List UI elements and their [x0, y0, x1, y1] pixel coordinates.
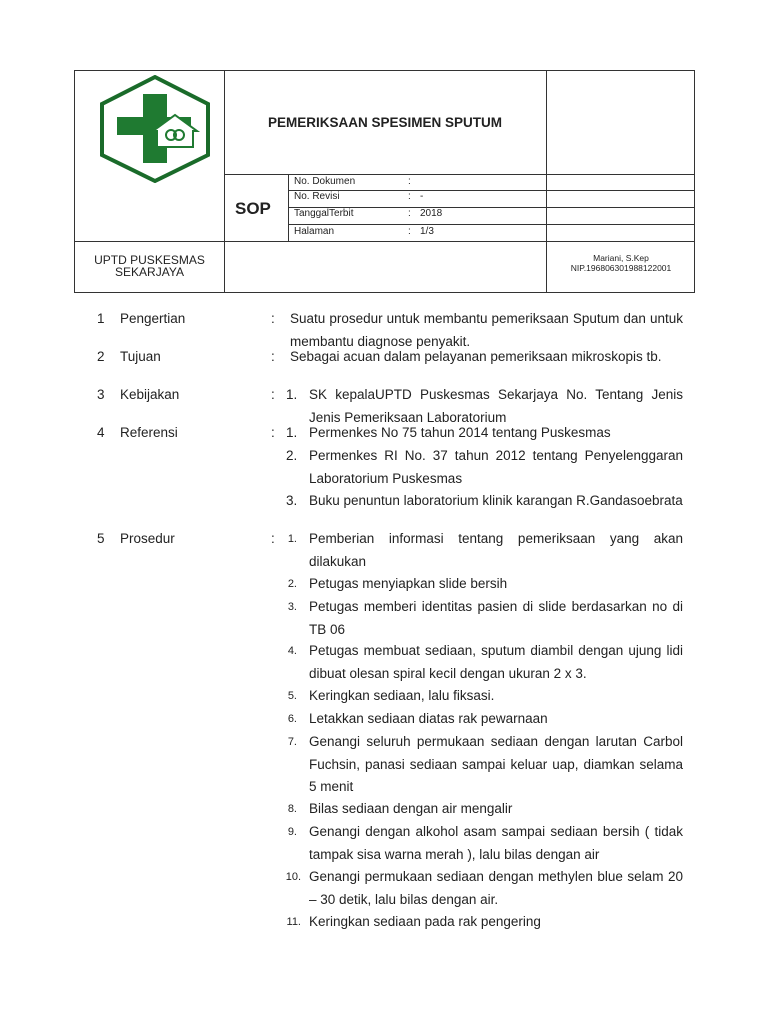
- item-number: 1.: [286, 425, 298, 440]
- meta-colon: :: [408, 176, 411, 187]
- step-number: 6.: [287, 713, 297, 725]
- procedure-step: Petugas menyiapkan slide bersih: [309, 576, 508, 591]
- meta-label: No. Revisi: [294, 191, 340, 202]
- divider: [288, 190, 695, 191]
- section-colon: :: [271, 311, 275, 326]
- signature-block: [547, 253, 695, 273]
- step-number: 9.: [287, 826, 297, 838]
- section-number: 5: [97, 531, 105, 546]
- list-item: Permenkes RI No. 37 tahun 2012 tentang Penyelenggaran Laboratorium Puskesmas: [309, 448, 683, 486]
- step-number: 10.: [285, 871, 301, 883]
- section-number: 3: [97, 387, 105, 402]
- section-number: 1: [97, 311, 105, 326]
- step-number: 11.: [286, 916, 301, 928]
- procedure-step: Genangi seluruh permukaan sediaan dengan larutan Carbol Fuchsin, panasi sediaan sampai keluar uap, diamkan selama 5 menit: [309, 734, 683, 794]
- signer-name: Mariani, S.Kep: [593, 253, 649, 263]
- divider: [224, 174, 695, 175]
- item-number: 3.: [286, 493, 298, 508]
- section-number: 2: [97, 349, 105, 364]
- meta-value: 2018: [420, 208, 443, 219]
- section-label: Prosedur: [120, 531, 175, 546]
- section-label: Tujuan: [120, 349, 161, 364]
- divider: [288, 224, 695, 225]
- list-item: Buku penuntun laboratorium klinik karangan R.Gandasoebrata: [309, 493, 683, 508]
- section-colon: :: [271, 425, 275, 440]
- meta-value: -: [420, 191, 424, 202]
- section-text: Sebagai acuan dalam pelayanan pemeriksaan mikroskopis tb.: [290, 349, 662, 364]
- step-number: 4.: [287, 645, 297, 657]
- step-number: 8.: [287, 803, 297, 815]
- document-title: PEMERIKSAAN SPESIMEN SPUTUM: [267, 115, 503, 130]
- divider: [224, 71, 225, 292]
- org-line-2: SEKARJAYA: [115, 265, 184, 279]
- step-number: 2.: [287, 578, 297, 590]
- procedure-step: Keringkan sediaan, lalu fiksasi.: [309, 688, 495, 703]
- meta-value: 1/3: [420, 226, 434, 237]
- meta-colon: :: [408, 191, 411, 202]
- divider: [75, 241, 695, 242]
- list-item: Permenkes No 75 tahun 2014 tentang Puskesmas: [309, 425, 611, 440]
- section-colon: :: [271, 349, 275, 364]
- step-number: 3.: [287, 601, 297, 613]
- section-label: Pengertian: [120, 311, 186, 326]
- sop-label: SOP: [235, 199, 271, 218]
- meta-label: TanggalTerbit: [294, 208, 354, 219]
- procedure-step: Keringkan sediaan pada rak pengering: [309, 914, 541, 929]
- procedure-step: Letakkan sediaan diatas rak pewarnaan: [309, 711, 548, 726]
- item-number: 2.: [286, 448, 298, 463]
- procedure-step: Pemberian informasi tentang pemeriksaan yang akan dilakukan: [309, 531, 683, 569]
- meta-colon: :: [408, 226, 411, 237]
- step-number: 7.: [287, 736, 297, 748]
- section-colon: :: [271, 387, 275, 402]
- section-label: Kebijakan: [120, 387, 180, 402]
- meta-label: No. Dokumen: [294, 176, 356, 187]
- procedure-step: Genangi permukaan sediaan dengan methylen blue selam 20 – 30 detik, lalu bilas dengan air.: [309, 869, 683, 907]
- procedure-step: Genangi dengan alkohol asam sampai sediaan bersih ( tidak tampak sisa warna merah ), lalu bilas dengan air: [309, 824, 683, 862]
- procedure-step: Petugas membuat sediaan, sputum diambil dengan ujung lidi dibuat olesan spiral kecil dengan ukuran 2 x 3.: [309, 643, 683, 681]
- section-label: Referensi: [120, 425, 178, 440]
- step-number: 1.: [287, 533, 297, 545]
- section-number: 4: [97, 425, 105, 440]
- header-table: [74, 70, 695, 293]
- item-number: 1.: [286, 387, 298, 402]
- section-colon: :: [271, 531, 275, 546]
- procedure-step: Petugas memberi identitas pasien di slide berdasarkan no di TB 06: [309, 599, 683, 637]
- meta-colon: :: [408, 208, 411, 219]
- meta-label: Halaman: [294, 226, 335, 237]
- organization-name: [75, 254, 224, 278]
- org-line-1: UPTD PUSKESMAS: [94, 253, 205, 267]
- procedure-step: Bilas sediaan dengan air mengalir: [309, 801, 513, 816]
- signer-nip: NIP.196806301988122001: [570, 263, 672, 273]
- section-text: Suatu prosedur untuk membantu pemeriksaan Sputum dan untuk membantu diagnose penyakit.: [290, 311, 683, 349]
- section-text: SK kepalaUPTD Puskesmas Sekarjaya No. Tentang Jenis Jenis Pemeriksaan Laboratorium: [309, 387, 683, 425]
- step-number: 5.: [287, 690, 297, 702]
- puskesmas-logo: [97, 75, 213, 183]
